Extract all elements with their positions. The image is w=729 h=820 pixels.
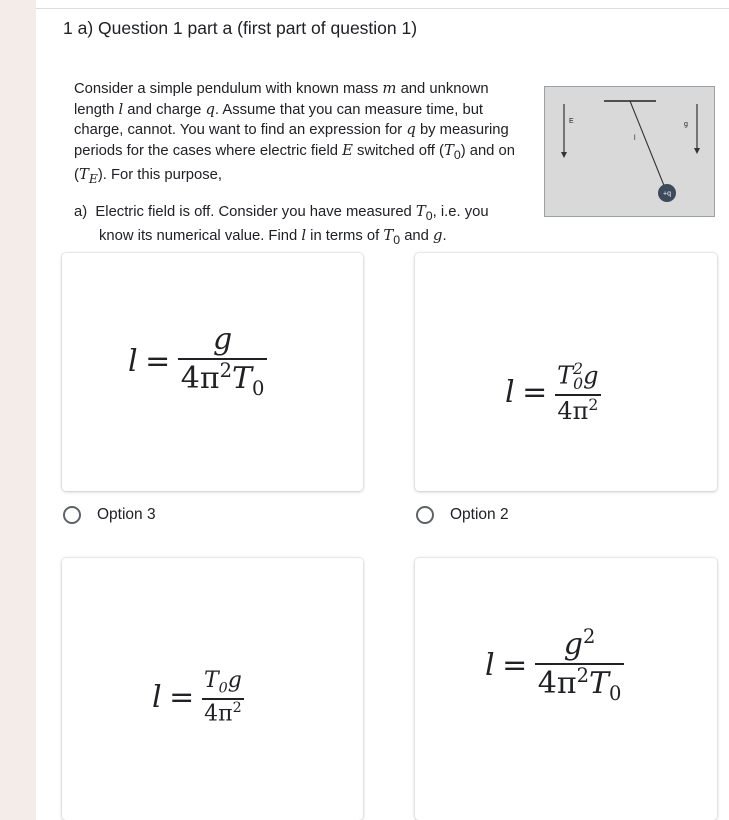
- option-bottom-right-formula: l = $\frac{g^2}{4\pi^2T_0}$: [485, 627, 624, 704]
- option-2-radio-button[interactable]: [416, 506, 434, 524]
- option-3-radio-button[interactable]: [63, 506, 81, 524]
- charge-label: +q: [663, 190, 671, 198]
- question-prompt: [74, 79, 524, 248]
- part-a-text: a) Electric field is off. Consider you have measured $T_0$, i.e. you know its numerical value. Find l in terms of $T_0$ and g.: [74, 202, 489, 248]
- option-2-label: Option 2: [450, 506, 509, 523]
- top-divider: [36, 8, 729, 9]
- option-card-3[interactable]: [62, 253, 363, 491]
- option-2-formula: l = T 2 0 g $4\pi^2$: [505, 362, 601, 424]
- option-2-radio-row[interactable]: [416, 506, 509, 524]
- left-margin-strip: [0, 0, 36, 820]
- gravity-label: g: [684, 121, 688, 128]
- length-label: l: [634, 135, 636, 142]
- option-card-bottom-right[interactable]: [415, 558, 717, 820]
- figure-background: [545, 87, 715, 217]
- option-bottom-left-formula: l = $\frac{T_0g}{4\pi^2}$: [152, 669, 244, 726]
- option-card-2[interactable]: [415, 253, 717, 491]
- option-card-bottom-left[interactable]: [62, 558, 363, 820]
- option-3-label: Option 3: [97, 506, 156, 523]
- field-e-label: E: [569, 118, 574, 125]
- option-3-radio-row[interactable]: [63, 506, 156, 524]
- question-title: 1 a) Question 1 part a (first part of question 1): [63, 18, 418, 38]
- option-3-formula: l = $\frac{g}{4\pi^2T_0}$: [128, 324, 267, 399]
- pendulum-figure: [544, 86, 715, 217]
- intro-paragraph: Consider a simple pendulum with known mass m and unknown length l and charge q. Assume that you can measure time, but charge, cannot. You want to find an expression for q by measuring periods for the cases where electric field E switched off $(T_0)$ and on $(T_E)$. For this purpose,: [74, 80, 515, 187]
